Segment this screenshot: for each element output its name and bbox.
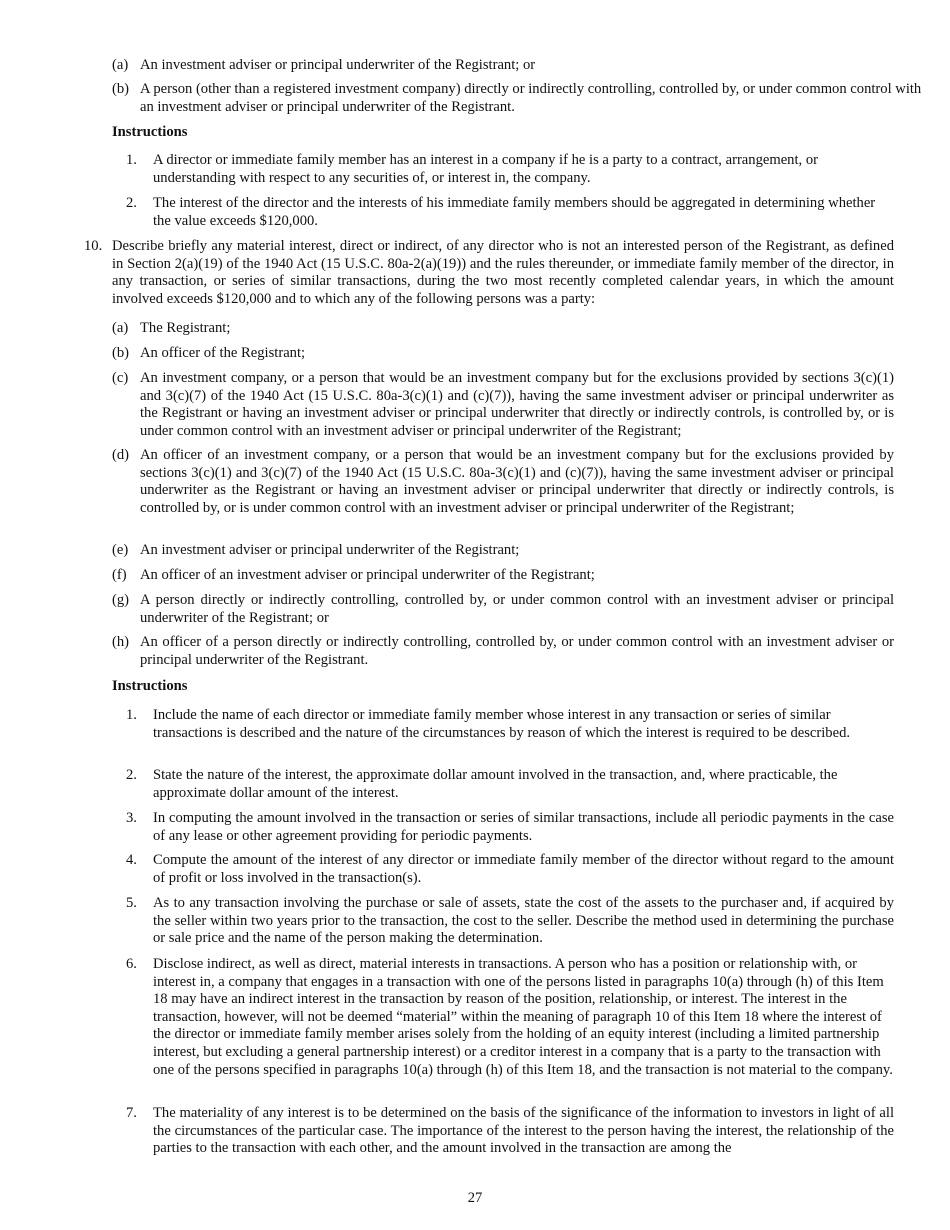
instruction-item <box>126 810 894 845</box>
item-label: 3. <box>126 810 137 826</box>
item-text: An investment adviser or principal underwriter of the Registrant; or <box>140 57 536 73</box>
instruction-item <box>126 195 894 230</box>
item-label: (e) <box>112 542 129 558</box>
instructions-heading: Instructions <box>112 678 188 694</box>
item-text: An officer of the Registrant; <box>140 345 306 361</box>
item-label: 7. <box>126 1105 137 1121</box>
instruction-item <box>126 852 894 887</box>
item-label: 1. <box>126 707 137 723</box>
list-item <box>112 567 894 585</box>
item-label: (a) <box>112 320 129 336</box>
item-text: A person directly or indirectly controlling, controlled by, or under common control with an investment adviser or principal underwriter of the Registrant; or <box>140 592 894 626</box>
item-text: An investment company, or a person that would be an investment company but for the exclusions provided by sections 3(c)(1) and 3(c)(7) of the 1940 Act (15 U.S.C. 80a-3(c)(1) and (c)(7)), having the same investment adviser or principal underwriter as the Registrant or having an investment adviser or principal underwriter that directly or indirectly controls, is controlled by, or is under common control with an investment adviser or principal underwriter of the Registrant; <box>140 370 894 439</box>
list-item <box>112 542 894 560</box>
numbered-item <box>84 238 894 308</box>
item-text: State the nature of the interest, the approximate dollar amount involved in the transaction, and, where practicable, the approximate dollar amount of the interest. <box>153 767 838 801</box>
item-label: (b) <box>112 81 130 97</box>
item-label: (c) <box>112 370 129 386</box>
item-text: An investment adviser or principal underwriter of the Registrant; <box>140 542 520 558</box>
item-text: A director or immediate family member has an interest in a company if he is a party to a contract, arrangement, or understanding with respect to any securities of, or interest in, the company. <box>153 152 818 186</box>
item-text: A person (other than a registered investment company) directly or indirectly controlling, controlled by, or under common control with an investment adviser or principal underwriter of the Registrant. <box>140 81 922 115</box>
instruction-item <box>126 1105 894 1158</box>
item-text: Disclose indirect, as well as direct, material interests in transactions. A person who has a position or relationship with, or interest in, a company that engages in a transaction with one of the persons listed in paragraphs 10(a) through (h) of this Item 18 may have an indirect interest in the transaction by reason of the position, relationship, or interest. The interest in the transaction, however, will not be deemed “material” within the meaning of paragraph 10 of this Item 18 where the interest of the director or immediate family member arises solely from the holding of an equity interest (including a limited partnership interest, but excluding a general partnership interest) or a creditor interest in a company that is a party to the transaction with one of the persons specified in paragraphs 10(a) through (h) of this Item 18, and the transaction is not material to the company. <box>153 956 893 1078</box>
instruction-item <box>126 956 894 1079</box>
list-item <box>112 320 894 338</box>
item-label: (f) <box>112 567 127 583</box>
item-label: 5. <box>126 895 137 911</box>
item-text: As to any transaction involving the purchase or sale of assets, state the cost of the assets to the purchaser and, if acquired by the seller within two years prior to the transaction, the cost to the seller. Describe the method used in determining the purchase or sale price and the name of the person making the determination. <box>153 895 894 947</box>
item-number: 10. <box>84 238 103 254</box>
item-label: (d) <box>112 447 130 463</box>
item-text: The interest of the director and the interests of his immediate family members should be aggregated in determining whether the value exceeds $120,000. <box>153 195 876 229</box>
item-text: An officer of an investment company, or a person that would be an investment company but for the exclusions provided by sections 3(c)(1) and 3(c)(7) of the 1940 Act (15 U.S.C. 80a-3(c)(1) and (c)(7)), having the same investment adviser or principal underwriter as the Registrant or having an investment adviser or principal underwriter that directly or indirectly controls, is controlled by, or is under common control with an investment adviser or principal underwriter of the Registrant; <box>140 447 894 516</box>
item-label: (g) <box>112 592 130 608</box>
item-label: 6. <box>126 956 137 972</box>
list-item <box>112 634 894 669</box>
item-text: Include the name of each director or immediate family member whose interest in any transaction or series of similar transactions is described and the nature of the circumstances by reason of which the interest is required to be described. <box>153 707 851 741</box>
item-label: 2. <box>126 767 137 783</box>
item-text: An officer of a person directly or indirectly controlling, controlled by, or under common control with an investment adviser or principal underwriter of the Registrant. <box>140 634 894 668</box>
item-label: 2. <box>126 195 137 211</box>
list-item <box>112 345 894 363</box>
instructions-heading: Instructions <box>112 124 188 140</box>
item-label: (h) <box>112 634 130 650</box>
page-number: 27 <box>467 1190 483 1206</box>
list-item <box>112 592 894 627</box>
item-text: Describe briefly any material interest, direct or indirect, of any director who is not an interested person of the Registrant, as defined in Section 2(a)(19) of the 1940 Act (15 U.S.C. 80a-2(a)(19)) and the rules thereunder, or immediate family member of the director, in any transaction, or series of similar transactions, during the two most recently completed calendar years, in which the amount involved exceeds $120,000 and to which any of the following persons was a party: <box>112 238 894 307</box>
list-item <box>112 57 922 75</box>
instruction-item <box>126 707 894 742</box>
item-label: 1. <box>126 152 137 168</box>
instruction-item <box>126 152 894 187</box>
instruction-item <box>126 895 894 948</box>
item-text: The Registrant; <box>140 320 231 336</box>
item-label: (b) <box>112 345 130 361</box>
item-text: Compute the amount of the interest of any director or immediate family member of the director without regard to the amount of profit or loss involved in the transaction(s). <box>153 852 894 886</box>
item-label: (a) <box>112 57 129 73</box>
instruction-item <box>126 767 894 802</box>
item-text: In computing the amount involved in the transaction or series of similar transactions, include all periodic payments in the case of any lease or other agreement providing for periodic payments. <box>153 810 894 844</box>
list-item <box>112 447 894 517</box>
item-label: 4. <box>126 852 137 868</box>
list-item <box>112 81 922 116</box>
list-item <box>112 370 894 440</box>
item-text: An officer of an investment adviser or principal underwriter of the Registrant; <box>140 567 595 583</box>
item-text: The materiality of any interest is to be determined on the basis of the significance of the information to investors in light of all the circumstances of the particular case. The importance of the interest to the person having the interest, the relationship of the parties to the transaction with each other, and the amount involved in the transaction are among the <box>153 1105 894 1157</box>
